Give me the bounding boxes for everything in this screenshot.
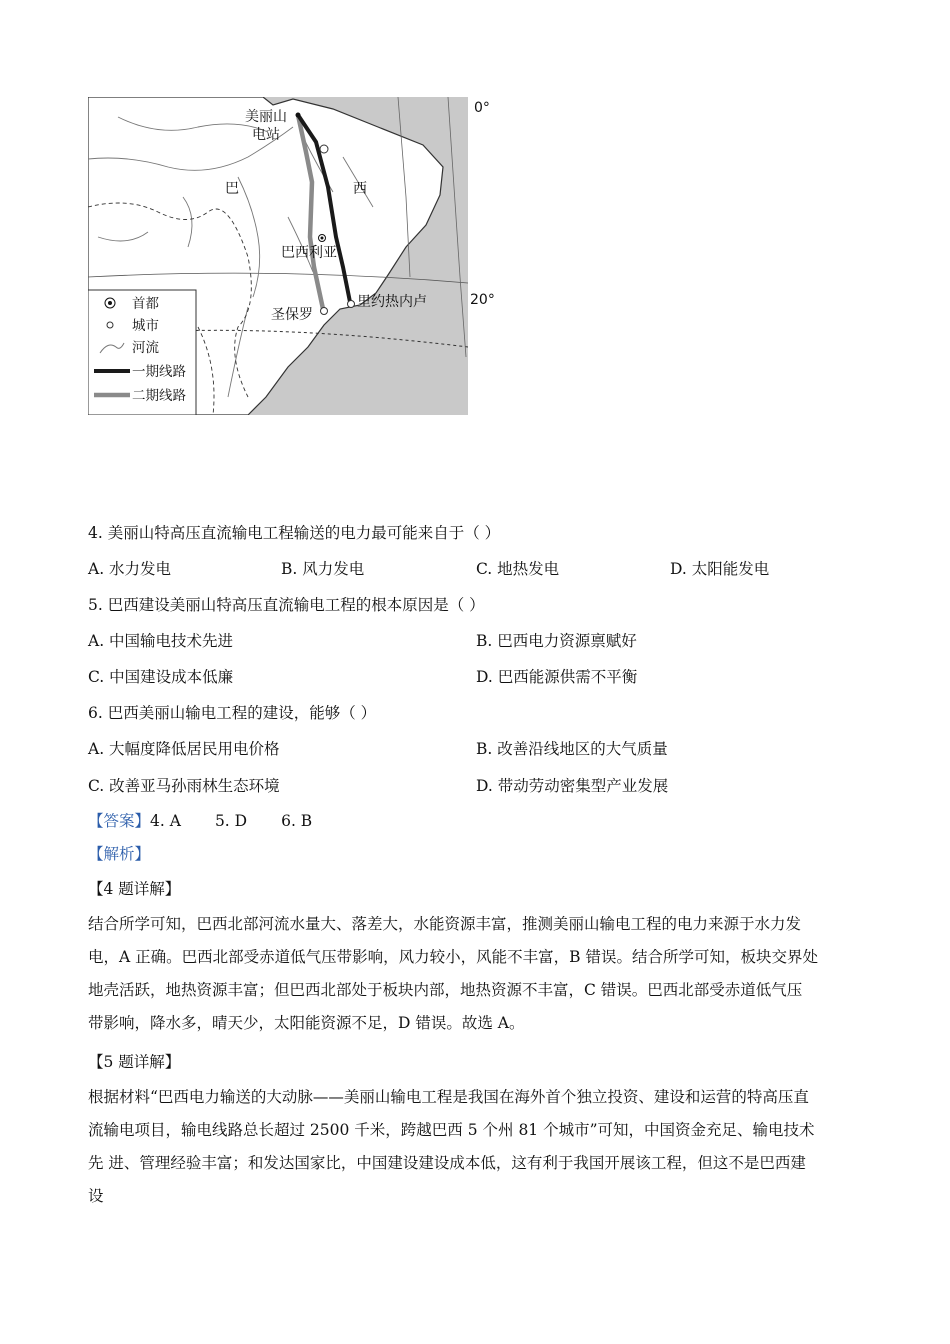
- capital-label: 巴西利亚: [281, 245, 337, 261]
- q5-detail-title: 【5 题详解】: [88, 1053, 181, 1071]
- q5-detail-line: 设: [88, 1187, 104, 1205]
- country-label-2: 西: [353, 181, 367, 197]
- brazil-power-line-map: [88, 97, 468, 415]
- capital-marker-dot: [321, 237, 324, 240]
- question-5-stem: 5. 巴西建设美丽山特高压直流输电工程的根本原因是（ ）: [88, 596, 485, 614]
- q5-detail-line: 根据材料“巴西电力输送的大动脉——美丽山输电工程是我国在海外首个独立投资、建设和运营的特高压直: [88, 1088, 809, 1106]
- city-marker-rio: [348, 301, 355, 308]
- sao-paulo-label: 圣保罗: [271, 307, 313, 323]
- station-label-2: 电站: [252, 127, 280, 143]
- q5-detail-line: 先 进、管理经验丰富；和发达国家比，中国建设建设成本低，这有利于我国开展该工程，但这不是巴西建: [88, 1154, 806, 1172]
- answer-4: 4. A: [150, 812, 181, 830]
- country-label-1: 巴: [225, 181, 239, 197]
- q4-option-b: B. 风力发电: [281, 560, 365, 578]
- lat0-outer-label: 0°: [474, 100, 490, 116]
- q5-option-b: B. 巴西电力资源禀赋好: [476, 632, 637, 650]
- legend-city: 城市: [132, 318, 159, 334]
- q4-option-d: D. 太阳能发电: [670, 560, 770, 578]
- legend-river: 河流: [132, 340, 159, 356]
- q5-detail-text: [88, 1081, 868, 1213]
- station-label-1: 美丽山: [245, 109, 287, 125]
- rio-label: 里约热内卢: [357, 294, 427, 310]
- lat20-label: 20°: [470, 292, 495, 308]
- q4-detail-line: 带影响，降水多，晴天少，太阳能资源不足，D 错误。故选 A。: [88, 1014, 525, 1032]
- q6-option-d: D. 带动劳动密集型产业发展: [476, 777, 669, 795]
- q4-detail-line: 结合所学可知，巴西北部河流水量大、落差大，水能资源丰富，推测美丽山输电工程的电力来源于水力发: [88, 915, 802, 933]
- legend-phase2: 二期线路: [132, 388, 186, 404]
- answer-row: [88, 811, 312, 831]
- city-marker-sao-paulo: [321, 308, 328, 315]
- q6-option-c: C. 改善亚马孙雨林生态环境: [88, 777, 280, 795]
- legend-phase1: 一期线路: [132, 364, 186, 380]
- q6-option-b: B. 改善沿线地区的大气质量: [476, 740, 668, 758]
- q4-option-a: A. 水力发电: [88, 560, 172, 578]
- q5-option-a: A. 中国输电技术先进: [88, 632, 234, 650]
- q5-detail-line: 流输电项目，输电线路总长超过 2500 千米，跨越巴西 5 个州 81 个城市”可知，中国资金充足、输电技术: [88, 1121, 815, 1139]
- question-6-stem: 6. 巴西美丽山输电工程的建设，能够（ ）: [88, 704, 377, 722]
- q5-option-c: C. 中国建设成本低廉: [88, 668, 234, 686]
- legend-capital: 首都: [132, 296, 159, 312]
- q6-option-a: A. 大幅度降低居民用电价格: [88, 740, 280, 758]
- station-point: [296, 113, 301, 118]
- city-marker: [320, 145, 328, 153]
- q4-option-c: C. 地热发电: [476, 560, 560, 578]
- answer-6: 6. B: [281, 812, 313, 830]
- city-legend-icon: [107, 322, 113, 328]
- q4-detail-line: 地壳活跃，地热资源丰富；但巴西北部处于板块内部，地热资源不丰富，C 错误。巴西北部受赤道低气压: [88, 981, 803, 999]
- map-legend: [88, 290, 196, 415]
- q5-option-d: D. 巴西能源供需不平衡: [476, 668, 638, 686]
- q4-detail-line: 电，A 正确。巴西北部受赤道低气压带影响，风力较小，风能不丰富，B 错误。结合所学可知，板块交界处: [88, 948, 818, 966]
- analysis-tag: 【解析】: [88, 845, 151, 863]
- question-4-stem: 4. 美丽山特高压直流输电工程输送的电力最可能来自于（ ）: [88, 524, 501, 542]
- q4-detail-title: 【4 题详解】: [88, 880, 181, 898]
- answer-5: 5. D: [214, 812, 248, 830]
- answer-tag: 【答案】: [88, 812, 151, 830]
- q4-detail-text: [88, 908, 868, 1040]
